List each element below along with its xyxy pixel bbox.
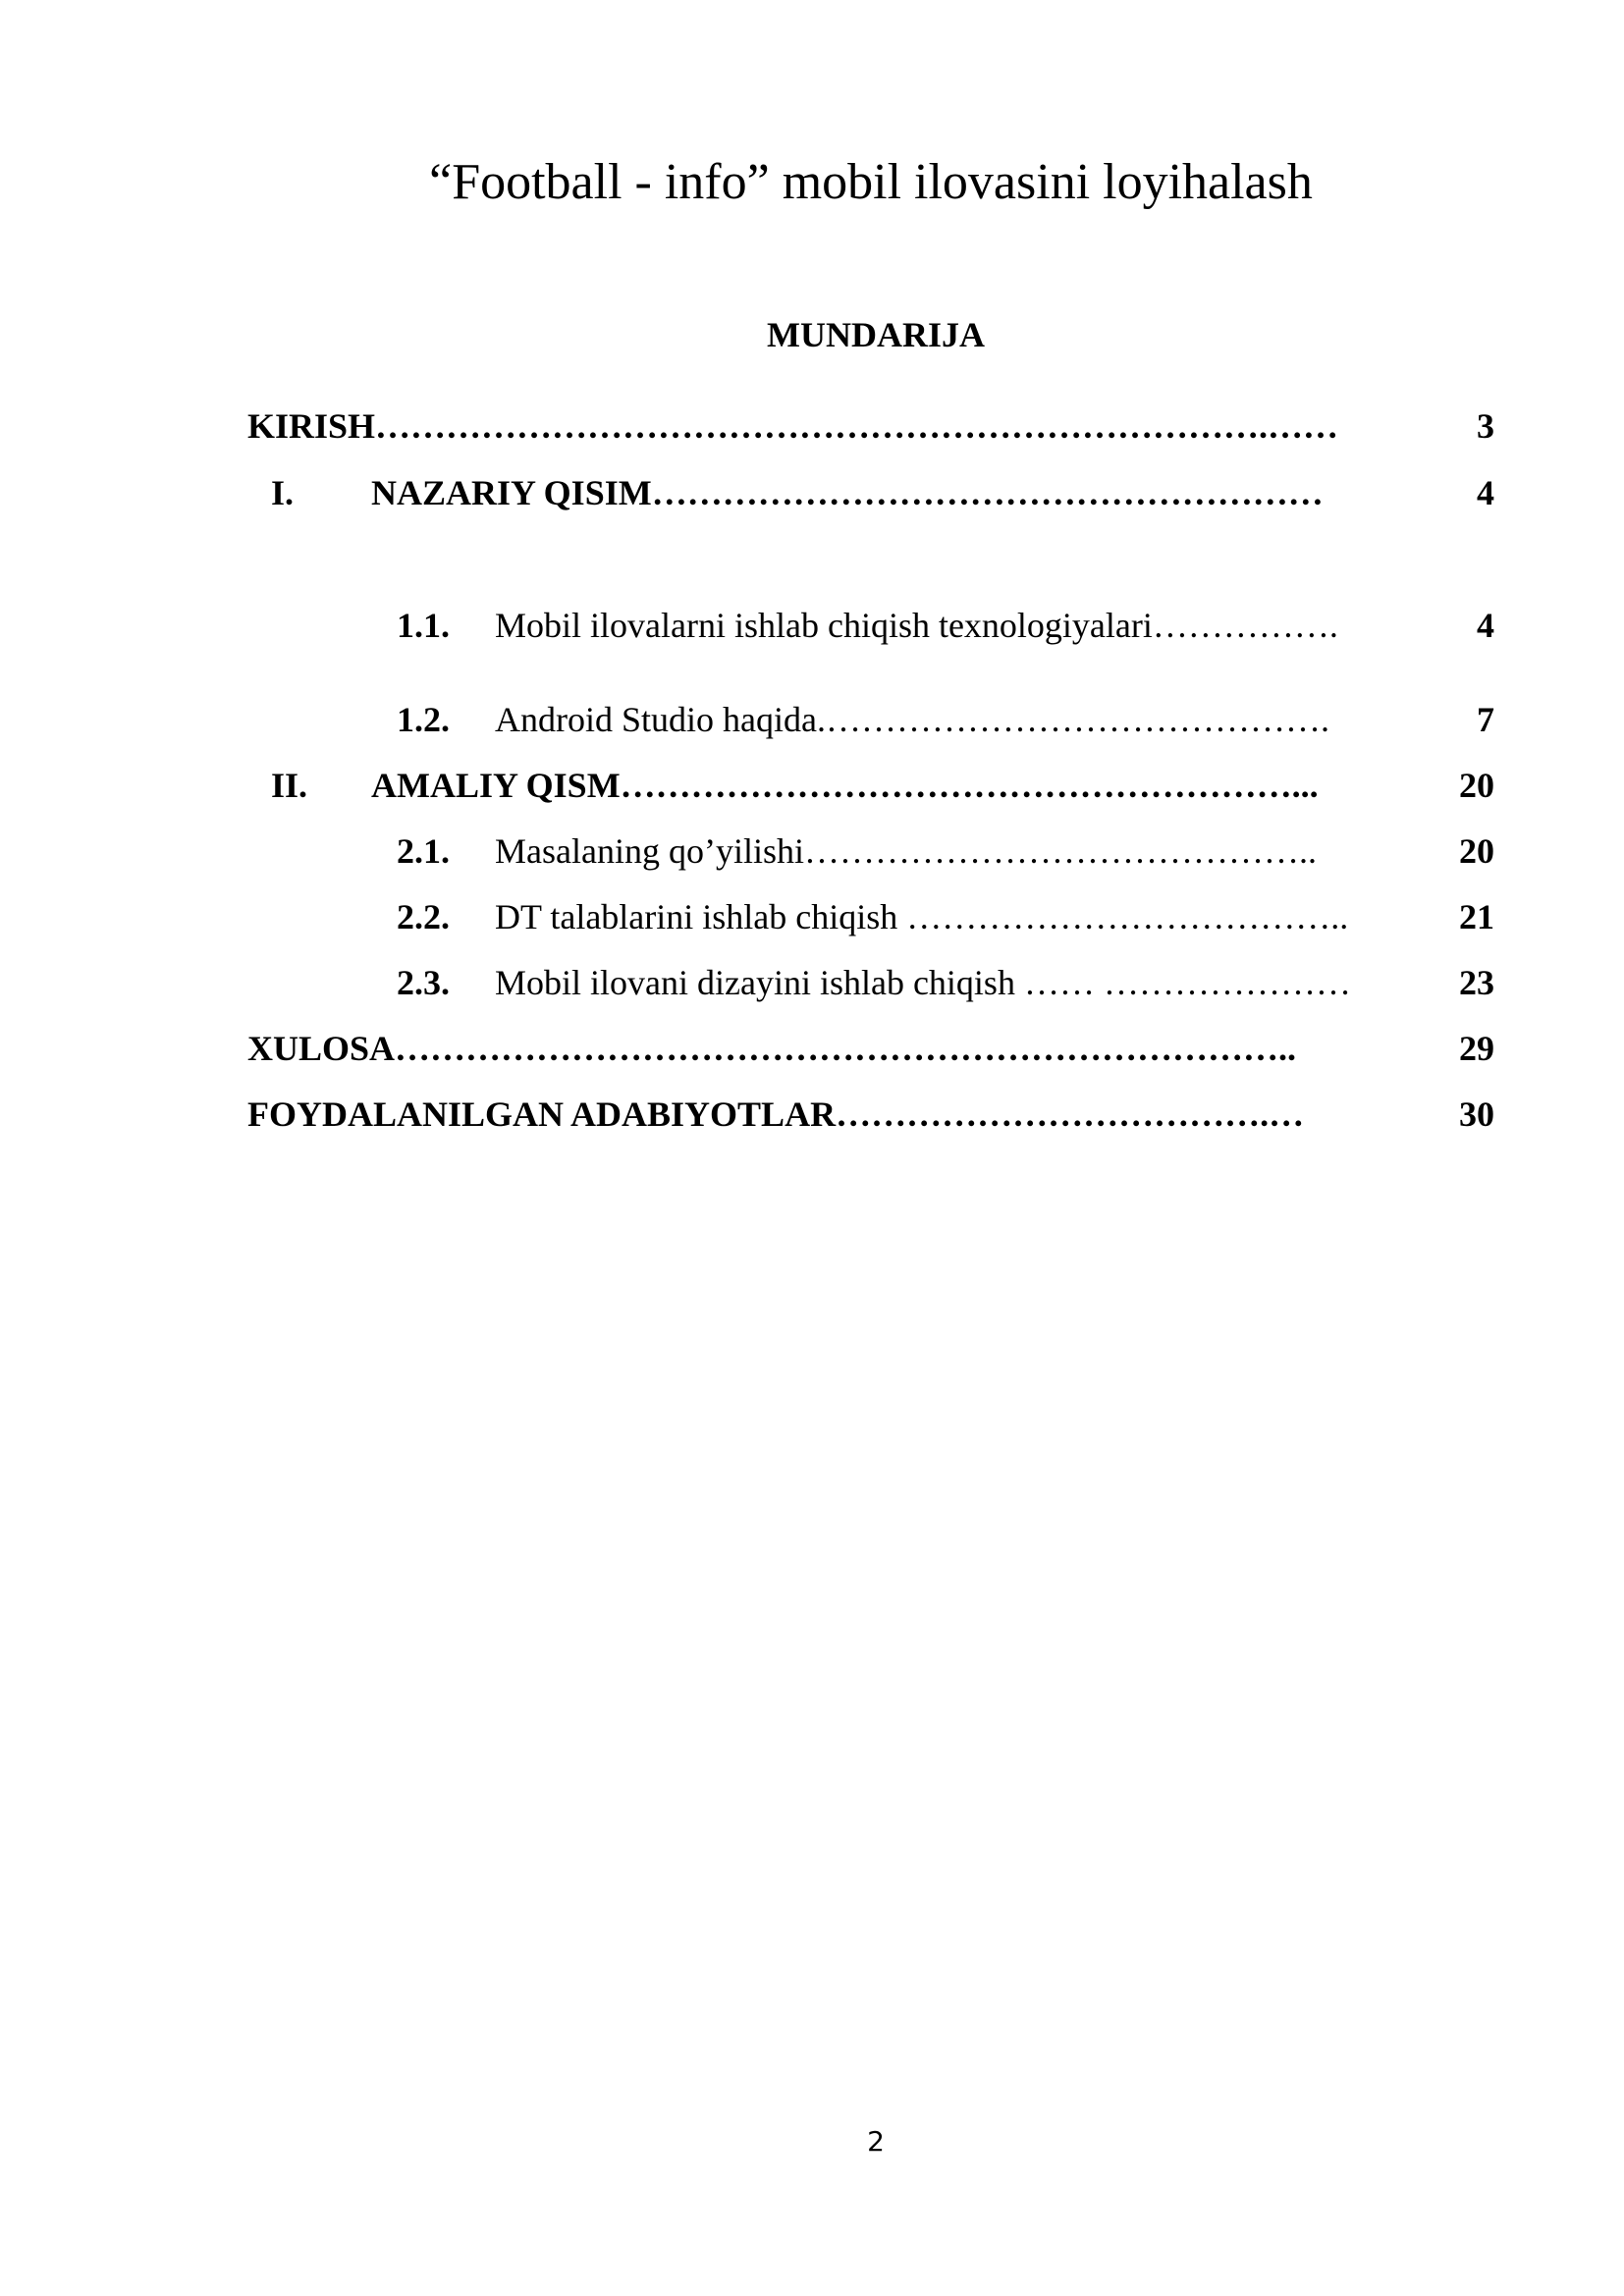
document-title: “Football - info” mobil ilovasini loyihalash — [429, 154, 1313, 210]
toc-entry-number: 2.1. — [397, 831, 450, 871]
toc-entry-2-2[interactable] — [247, 893, 1504, 940]
toc-entry-page: 30 — [1459, 1095, 1494, 1134]
toc-entry-page: 20 — [1459, 766, 1494, 805]
toc-entry-label: KIRISH………………………………………………………………….…… — [247, 406, 1339, 446]
toc-entry-page: 21 — [1459, 897, 1494, 936]
toc-entry-label: Masalaning qo’yilishi…………………………………….. — [495, 831, 1317, 871]
toc-entry-label: XULOSA………………………………………………………………….. — [247, 1029, 1297, 1068]
toc-entry-page: 20 — [1459, 831, 1494, 871]
toc-entry-page: 7 — [1477, 700, 1494, 739]
toc-entry-adabiyotlar[interactable] — [247, 1091, 1504, 1138]
toc-entry-xulosa[interactable] — [247, 1025, 1504, 1072]
toc-entry-2-3[interactable] — [247, 959, 1504, 1006]
toc-entry-2-1[interactable] — [247, 828, 1504, 875]
toc-entry-number: I. — [271, 473, 295, 512]
toc-entry-label: Android Studio haqida.……………………………………. — [495, 700, 1329, 739]
toc-entry-1-1[interactable] — [247, 602, 1504, 649]
toc-entry-number: 1.1. — [397, 606, 450, 645]
toc-entry-number: 2.2. — [397, 897, 450, 936]
toc-entry-page: 29 — [1459, 1029, 1494, 1068]
toc-heading: MUNDARIJA — [767, 315, 985, 354]
toc-entry-label: DT talablarini ishlab chiqish ……………………………….. — [495, 897, 1349, 936]
toc-entry-label: Mobil ilovalarni ishlab chiqish texnologiyalari……………. — [495, 606, 1338, 645]
toc-entry-page: 3 — [1477, 406, 1494, 446]
toc-entry-number: II. — [271, 766, 308, 805]
toc-entry-amaliy-qism[interactable] — [247, 762, 1504, 809]
toc-entry-kirish[interactable] — [247, 402, 1504, 450]
toc-entry-1-2[interactable] — [247, 696, 1504, 743]
toc-entry-label: FOYDALANILGAN ADABIYOTLAR……………………………….… — [247, 1095, 1305, 1134]
toc-entry-page: 4 — [1477, 606, 1494, 645]
toc-entry-number: 1.2. — [397, 700, 450, 739]
toc-entry-label: AMALIY QISM…………………………………………………... — [371, 766, 1319, 805]
toc-entry-number: 2.3. — [397, 963, 450, 1002]
toc-entry-label: Mobil ilovani dizayini ishlab chiqish …… ………………… — [495, 963, 1351, 1002]
page-number: 2 — [867, 2125, 885, 2158]
toc-entry-nazariy-qisim[interactable] — [247, 469, 1504, 516]
toc-entry-page: 4 — [1477, 473, 1494, 512]
toc-entry-page: 23 — [1459, 963, 1494, 1002]
toc-entry-label: NAZARIY QISIM………………………………………………… — [371, 473, 1324, 512]
